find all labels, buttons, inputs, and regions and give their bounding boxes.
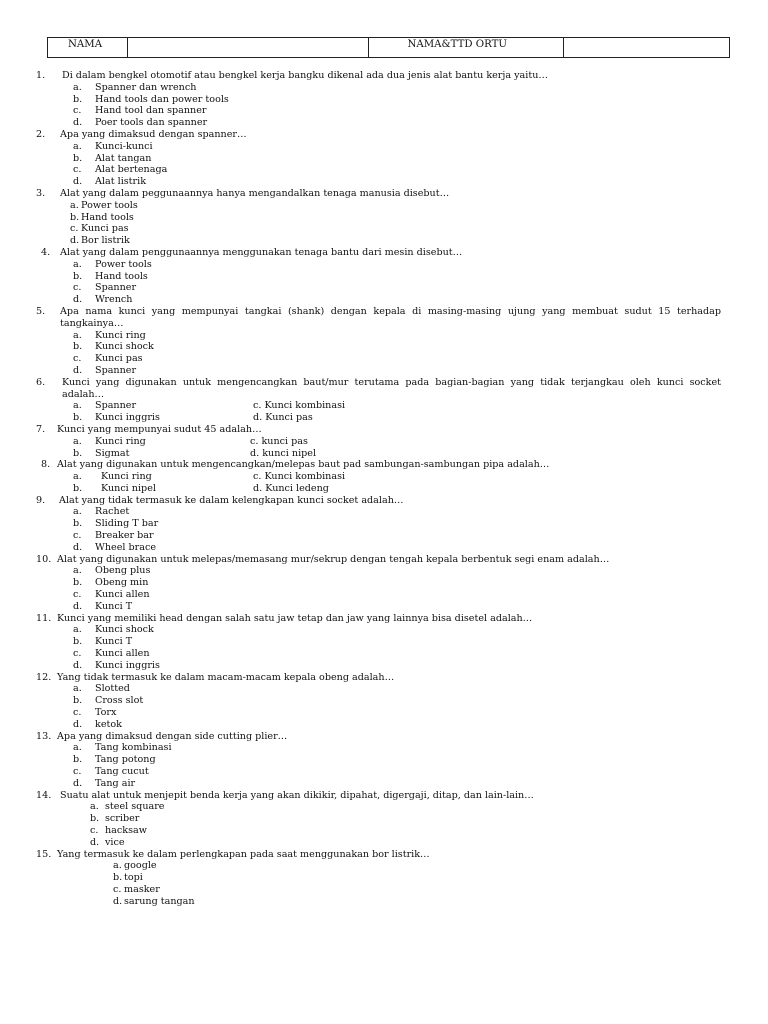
question-11	[0, 613, 768, 625]
question-3	[0, 188, 768, 200]
question-number: 7.	[36, 423, 46, 435]
question-number: 6.	[36, 376, 46, 388]
option-text: masker	[124, 883, 160, 895]
name-label: NAMA	[48, 38, 128, 58]
question-12	[0, 672, 768, 684]
answer-option[interactable]	[0, 330, 768, 342]
option-text: Obeng min	[95, 577, 149, 589]
answer-option[interactable]	[0, 707, 768, 719]
option-text: Slotted	[95, 683, 130, 695]
option-text: Torx	[95, 707, 117, 719]
option-letter: d.	[90, 836, 100, 848]
option-text: Kunci inggris	[95, 659, 160, 671]
option-text: Rachet	[95, 506, 130, 518]
option-letter: a.	[90, 801, 99, 813]
question-text: Apa nama kunci yang mempunyai tangkai (shank) dengan kepala di masing-masing ujung yang membuat sudut 15 terhadap tangkainya…	[60, 305, 721, 329]
option-text: Kunci pas	[95, 353, 143, 365]
answer-option[interactable]	[0, 282, 768, 294]
option-text: Kunci allen	[95, 648, 150, 660]
option-text: vice	[105, 836, 125, 848]
answer-option[interactable]	[0, 117, 768, 129]
question-number: 9.	[36, 494, 46, 506]
option-letter: d.	[73, 659, 83, 671]
option-letter: b.	[70, 211, 80, 223]
question-number: 4.	[41, 246, 51, 258]
option-text: hacksaw	[105, 825, 147, 836]
answer-option[interactable]	[0, 660, 768, 672]
answer-option[interactable]	[0, 884, 768, 896]
question-text: Kunci yang memiliki head dengan salah satu jaw tetap dan jaw yang lainnya bisa disetel adalah…	[57, 612, 533, 624]
answer-option[interactable]	[0, 471, 768, 483]
option-text: Tang cucut	[95, 766, 149, 778]
answer-option[interactable]	[0, 860, 768, 872]
option-text: Spanner dan wrench	[95, 81, 197, 93]
answer-option[interactable]	[0, 683, 768, 695]
option-letter: a.	[73, 565, 82, 577]
option-right-column[interactable]: c. kunci pas	[250, 435, 308, 447]
option-text: Kunci allen	[95, 589, 150, 601]
option-right-column[interactable]: c. Kunci kombinasi	[253, 400, 346, 412]
question-5	[0, 306, 768, 330]
option-letter: b.	[73, 93, 83, 105]
answer-option[interactable]	[0, 365, 768, 377]
question-14	[0, 790, 768, 802]
question-9	[0, 495, 768, 507]
option-text: Power tools	[95, 258, 152, 270]
question-number: 1.	[36, 70, 46, 81]
option-letter: d.	[73, 541, 83, 553]
option-letter: d.	[73, 777, 83, 789]
option-letter: c.	[73, 766, 82, 778]
answer-option[interactable]	[0, 518, 768, 530]
option-letter: c.	[113, 883, 122, 895]
option-text: Kunci ring	[95, 329, 146, 341]
question-text: Yang tidak termasuk ke dalam macam-macam kepala obeng adalah…	[57, 671, 395, 683]
option-text: Kunci T	[95, 600, 133, 612]
option-text: Spanner	[95, 400, 137, 412]
option-letter: a.	[73, 624, 82, 636]
option-right-column[interactable]: d. Kunci ledeng	[253, 482, 329, 494]
answer-option[interactable]	[0, 742, 768, 754]
option-letter: c.	[90, 825, 99, 836]
option-text: Alat tangan	[95, 152, 152, 164]
option-text: Kunci nipel	[101, 482, 156, 494]
option-text: Bor listrik	[81, 235, 130, 247]
option-text: Sliding T bar	[95, 518, 159, 530]
option-letter: d.	[73, 117, 83, 129]
question-number: 13.	[36, 730, 52, 742]
option-letter: a.	[73, 742, 82, 754]
answer-option[interactable]	[0, 153, 768, 165]
question-2	[0, 129, 768, 141]
option-text: Kunci shock	[95, 341, 154, 353]
option-text: Kunci T	[95, 636, 133, 648]
question-text: Apa yang dimaksud dengan side cutting plier…	[57, 730, 288, 742]
question-number: 14.	[36, 789, 52, 801]
option-letter: d.	[113, 895, 123, 907]
answer-option[interactable]	[0, 259, 768, 271]
question-text: Yang termasuk ke dalam perlengkapan pada saat menggunakan bor listrik…	[57, 848, 430, 860]
answer-option[interactable]	[0, 837, 768, 849]
option-right-column[interactable]: c. Kunci kombinasi	[253, 471, 346, 483]
option-text: Breaker bar	[95, 530, 154, 542]
option-text: Spanner	[95, 282, 137, 294]
option-letter: c.	[73, 282, 82, 294]
question-text: Kunci yang mempunyai sudut 45 adalah…	[57, 423, 262, 435]
option-letter: d.	[73, 600, 83, 612]
answer-option[interactable]	[0, 766, 768, 778]
option-letter: c.	[73, 164, 82, 176]
answer-option[interactable]	[0, 200, 768, 212]
option-letter: a.	[73, 140, 82, 152]
option-text: Kunci ring	[95, 435, 146, 447]
answer-option[interactable]	[0, 530, 768, 542]
answer-option[interactable]	[0, 813, 768, 825]
option-text: Kunci shock	[95, 624, 154, 636]
answer-option[interactable]	[0, 872, 768, 884]
option-letter: a.	[73, 435, 82, 447]
option-letter: a.	[73, 471, 82, 483]
option-letter: b.	[73, 636, 83, 648]
option-letter: b.	[73, 152, 83, 164]
option-letter: d.	[73, 176, 83, 188]
answer-option[interactable]	[0, 235, 768, 247]
option-text: sarung tangan	[124, 895, 195, 907]
option-letter: b.	[73, 518, 83, 530]
option-letter: c.	[73, 589, 82, 601]
answer-option[interactable]	[0, 448, 768, 460]
answer-option[interactable]	[0, 648, 768, 660]
question-6	[0, 377, 768, 401]
answer-option[interactable]	[0, 341, 768, 353]
answer-option[interactable]	[0, 896, 768, 908]
option-right-column[interactable]: d. Kunci pas	[253, 412, 313, 424]
answer-option[interactable]	[0, 589, 768, 601]
answer-option[interactable]	[0, 624, 768, 636]
option-text: Tang air	[95, 777, 136, 789]
option-text: Hand tools dan power tools	[95, 93, 229, 105]
question-text: Alat yang digunakan untuk mengencangkan/melepas baut pad sambungan-sambungan pipa adalah…	[57, 459, 550, 471]
option-text: scriber	[105, 813, 140, 825]
question-text: Di dalam bengkel otomotif atau bengkel kerja bangku dikenal ada dua jenis alat bantu kerja yaitu…	[62, 70, 548, 81]
answer-option[interactable]	[0, 400, 768, 412]
question-text: Apa yang dimaksud dengan spanner…	[60, 128, 247, 140]
option-text: Kunci-kunci	[95, 140, 153, 152]
answer-option[interactable]	[0, 577, 768, 589]
option-text: Hand tools	[95, 270, 148, 282]
option-text: Kunci pas	[81, 223, 129, 235]
option-letter: b.	[73, 754, 83, 766]
answer-option[interactable]	[0, 412, 768, 424]
answer-option[interactable]	[0, 825, 768, 837]
option-text: topi	[124, 872, 143, 884]
student-info-table	[47, 37, 730, 58]
option-letter: a.	[73, 81, 82, 93]
option-text: Alat listrik	[95, 176, 147, 188]
answer-option[interactable]	[0, 164, 768, 176]
option-letter: b.	[73, 412, 83, 424]
question-text: Suatu alat untuk menjepit benda kerja yang akan dikikir, dipahat, digergaji, ditap, dan lain-lain…	[60, 789, 534, 801]
answer-option[interactable]	[0, 719, 768, 731]
question-number: 5.	[36, 305, 46, 317]
option-text: Obeng plus	[95, 565, 151, 577]
answer-option[interactable]	[0, 542, 768, 554]
option-letter: a.	[73, 329, 82, 341]
answer-option[interactable]	[0, 294, 768, 306]
answer-option[interactable]	[0, 436, 768, 448]
question-15	[0, 849, 768, 861]
question-13	[0, 731, 768, 743]
question-text: Alat yang dalam peggunaannya hanya mengandalkan tenaga manusia disebut…	[60, 187, 450, 199]
question-number: 8.	[41, 459, 51, 471]
option-text: Sigmat	[95, 447, 130, 459]
option-letter: a.	[73, 683, 82, 695]
option-letter: b.	[73, 577, 83, 589]
question-text: Kunci yang digunakan untuk mengencangkan baut/mur terutama pada bagian-bagian yang tidak terjangkau oleh kunci socket adalah…	[62, 376, 721, 400]
question-text: Alat yang digunakan untuk melepas/memasang mur/sekrup dengan tengah kepala berbentuk segi enam adalah…	[57, 553, 610, 565]
name-field[interactable]	[128, 38, 369, 58]
option-text: Kunci inggris	[95, 412, 160, 424]
parent-signature-label: NAMA&TTD ORTU	[369, 38, 563, 58]
answer-option[interactable]	[0, 754, 768, 766]
option-text: steel square	[105, 801, 165, 813]
option-letter: c.	[73, 353, 82, 365]
answer-option[interactable]	[0, 801, 768, 813]
question-text: Alat yang dalam penggunaannya menggunakan tenaga bantu dari mesin disebut…	[60, 246, 463, 258]
answer-option[interactable]	[0, 601, 768, 613]
option-letter: b.	[73, 341, 83, 353]
option-text: Hand tools	[81, 211, 134, 223]
option-letter: d.	[70, 235, 80, 247]
answer-option[interactable]	[0, 271, 768, 283]
option-letter: b.	[73, 482, 83, 494]
option-text: google	[124, 860, 157, 872]
question-text: Alat yang tidak termasuk ke dalam kelengkapan kunci socket adalah…	[59, 494, 404, 506]
question-number: 15.	[36, 848, 52, 860]
option-letter: a.	[73, 258, 82, 270]
option-right-column[interactable]: d. kunci nipel	[250, 447, 317, 459]
question-list	[0, 70, 768, 908]
answer-option[interactable]	[0, 778, 768, 790]
question-7	[0, 424, 768, 436]
answer-option[interactable]	[0, 94, 768, 106]
question-number: 11.	[36, 612, 52, 624]
option-text: Kunci ring	[101, 471, 152, 483]
answer-option[interactable]	[0, 565, 768, 577]
option-letter: a.	[73, 400, 82, 412]
answer-option[interactable]	[0, 223, 768, 235]
option-letter: b.	[113, 872, 123, 884]
question-1	[0, 70, 768, 82]
option-letter: b.	[73, 695, 83, 707]
option-letter: c.	[73, 530, 82, 542]
option-letter: c.	[73, 707, 82, 719]
answer-option[interactable]	[0, 506, 768, 518]
answer-option[interactable]	[0, 141, 768, 153]
option-letter: a.	[73, 506, 82, 518]
option-text: Tang kombinasi	[95, 742, 172, 754]
option-text: Power tools	[81, 199, 138, 211]
option-letter: a.	[113, 860, 122, 872]
option-letter: d.	[73, 718, 83, 730]
question-8	[0, 459, 768, 471]
option-letter: b.	[73, 270, 83, 282]
option-text: Tang potong	[95, 754, 156, 766]
answer-option[interactable]	[0, 105, 768, 117]
option-text: Hand tool dan spanner	[95, 105, 207, 117]
question-number: 12.	[36, 671, 52, 683]
question-number: 2.	[36, 128, 46, 140]
option-text: Wrench	[95, 294, 133, 306]
option-text: Poer tools dan spanner	[95, 117, 208, 129]
parent-signature-field[interactable]	[563, 38, 729, 58]
question-number: 3.	[36, 187, 46, 199]
option-text: Wheel brace	[95, 541, 157, 553]
option-text: Cross slot	[95, 695, 144, 707]
question-number: 10.	[36, 553, 52, 565]
option-letter: c.	[73, 105, 82, 117]
question-4	[0, 247, 768, 259]
option-letter: b.	[90, 813, 100, 825]
option-text: Spanner	[95, 364, 137, 376]
option-letter: c.	[70, 223, 79, 235]
answer-option[interactable]	[0, 82, 768, 94]
answer-option[interactable]	[0, 353, 768, 365]
option-letter: c.	[73, 648, 82, 660]
answer-option[interactable]	[0, 483, 768, 495]
option-letter: d.	[73, 364, 83, 376]
question-10	[0, 554, 768, 566]
option-letter: d.	[73, 294, 83, 306]
option-letter: a.	[70, 199, 79, 211]
answer-option[interactable]	[0, 636, 768, 648]
answer-option[interactable]	[0, 212, 768, 224]
option-text: Alat bertenaga	[95, 164, 168, 176]
answer-option[interactable]	[0, 695, 768, 707]
option-letter: b.	[73, 447, 83, 459]
option-text: ketok	[95, 718, 122, 730]
answer-option[interactable]	[0, 176, 768, 188]
